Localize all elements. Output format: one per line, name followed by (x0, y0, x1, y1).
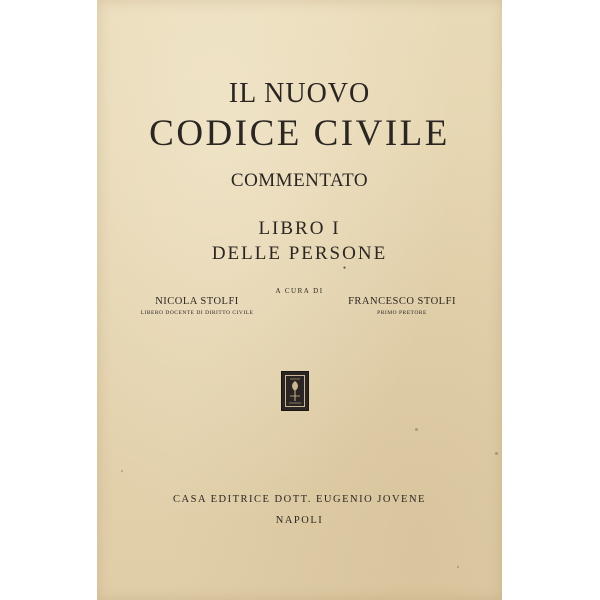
paper-stain (495, 452, 498, 455)
paper-stain (121, 470, 123, 472)
paper-stain (457, 566, 459, 568)
ornament-dot: ● (343, 266, 347, 271)
editor-name: FRANCESCO STOLFI (348, 296, 456, 307)
book-cover (97, 0, 502, 600)
paper-stain (415, 428, 418, 431)
editor-1 (127, 296, 267, 316)
title-line-1: IL NUOVO (228, 78, 371, 109)
book-title: DELLE PERSONE (211, 243, 388, 264)
editor-name: NICOLA STOLFI (155, 296, 239, 307)
publisher-emblem-icon (281, 371, 309, 411)
publisher-name: CASA EDITRICE DOTT. EUGENIO JOVENE (173, 494, 426, 505)
title-main: CODICE CIVILE (149, 113, 450, 154)
editor-2 (327, 296, 477, 316)
publisher-city: NAPOLI (275, 515, 324, 526)
editor-role: PRIMO PRETORE (377, 310, 427, 316)
editor-role: LIBERO DOCENTE DI DIRITTO CIVILE (140, 310, 254, 316)
book-number: LIBRO I (258, 218, 341, 239)
editor-intro: A CURA DI (275, 287, 324, 295)
title-subtitle: COMMENTATO (230, 170, 369, 191)
